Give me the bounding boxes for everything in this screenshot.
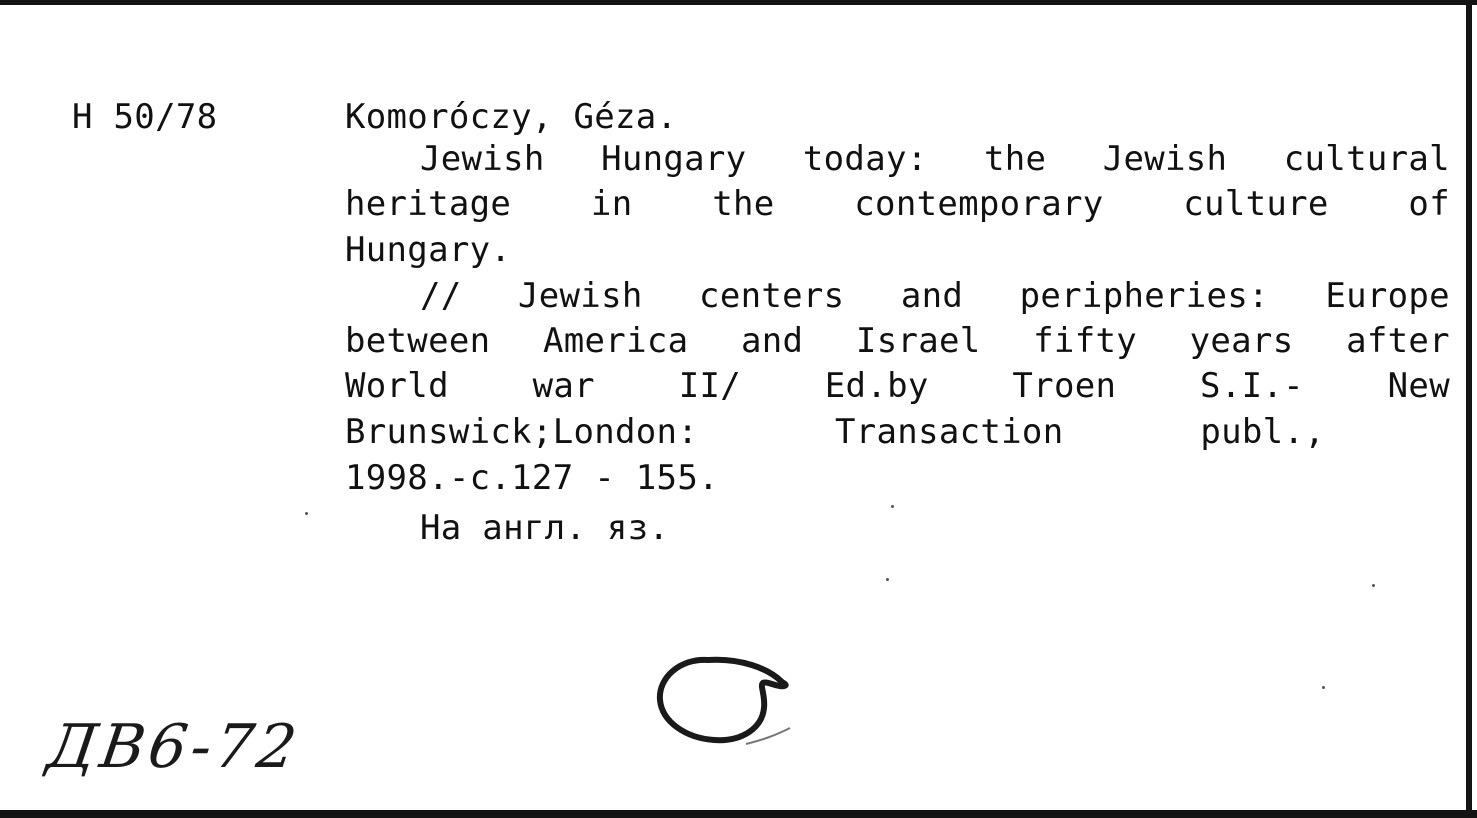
title-word: cultural <box>1283 139 1450 179</box>
card-bottom-edge <box>0 810 1477 818</box>
title-word: Hungary <box>601 139 747 179</box>
author-heading: Komoróczy, Géza. <box>345 97 678 137</box>
source-word: peripheries: <box>1019 276 1269 316</box>
source-word: and <box>741 321 804 361</box>
source-word: Troen <box>1012 366 1117 406</box>
title-word: Jewish <box>1102 139 1228 179</box>
source-line-3 <box>345 363 1450 409</box>
source-word: years <box>1189 321 1294 361</box>
title-word: of <box>1408 184 1450 224</box>
source-word: Brunswick;London: <box>345 412 699 452</box>
source-word: America <box>543 321 689 361</box>
source-line-2 <box>345 318 1450 364</box>
source-word: // <box>420 276 462 316</box>
title-word: the <box>983 139 1047 179</box>
source-word: Ed.by <box>824 366 929 406</box>
source-word: and <box>900 276 964 316</box>
language-note: На англ. яз. <box>420 508 670 548</box>
title-word: Jewish <box>420 139 545 179</box>
shelfmark: H 50/78 <box>72 97 218 137</box>
title-line-1 <box>420 136 1450 182</box>
source-word: fifty <box>1033 321 1138 361</box>
source-word: New <box>1387 366 1450 406</box>
source-word: after <box>1346 321 1450 361</box>
imprint: 1998.-c.127 - 155. <box>345 458 719 498</box>
title-word: the <box>712 184 775 224</box>
source-line-4 <box>345 409 1325 455</box>
source-word: II/ <box>678 366 742 406</box>
title-word: heritage <box>345 184 512 224</box>
source-word: Israel <box>855 321 981 361</box>
circle-mark-icon <box>650 648 810 758</box>
paper-speck <box>1322 686 1325 689</box>
title-line-2 <box>345 181 1450 227</box>
source-word: S.I.- <box>1200 366 1304 406</box>
paper-speck <box>891 505 894 508</box>
handwritten-code: ДВ6-72 <box>43 712 305 782</box>
paper-speck <box>1372 584 1375 587</box>
source-word: Transaction <box>835 412 1064 452</box>
title-word: in <box>590 184 633 224</box>
title-word: culture <box>1183 184 1329 224</box>
source-word: Europe <box>1325 276 1450 316</box>
source-word: World <box>345 366 449 406</box>
card-right-edge <box>1466 0 1472 818</box>
paper-speck <box>886 578 889 581</box>
title-word: contemporary <box>854 184 1104 224</box>
card-top-edge <box>0 0 1477 5</box>
source-word: war <box>532 366 595 406</box>
source-word: Jewish <box>517 276 643 316</box>
source-word: centers <box>699 276 845 316</box>
title-word: today: <box>802 139 928 179</box>
source-word: between <box>345 321 491 361</box>
title-line-3: Hungary. <box>345 230 512 270</box>
source-word: publ., <box>1200 412 1325 452</box>
paper-speck <box>305 512 308 515</box>
source-line-1 <box>420 273 1450 319</box>
